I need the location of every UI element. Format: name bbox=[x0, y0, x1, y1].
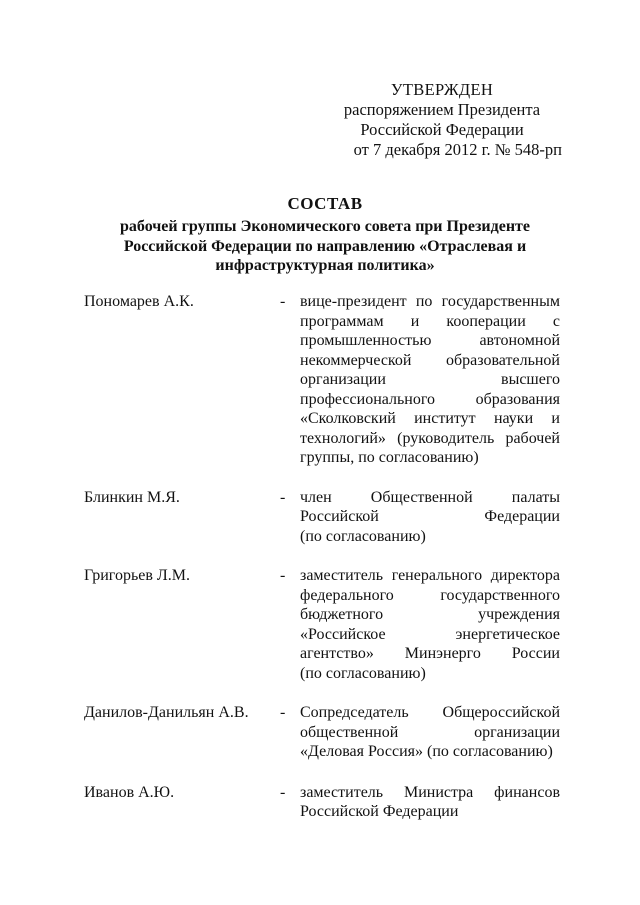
description-line: программам и кооперации с bbox=[300, 312, 560, 330]
member-entry bbox=[84, 566, 560, 683]
member-entry bbox=[84, 292, 560, 468]
approval-date: от 7 декабря 2012 г. № 548-рп bbox=[353, 140, 562, 159]
description-line: «Сколковский институт науки и bbox=[300, 410, 560, 427]
member-name: Иванов А.Ю. bbox=[84, 783, 175, 801]
description-line: Российской Федерации bbox=[300, 803, 459, 820]
description-line: «Деловая Россия» (по согласованию) bbox=[300, 743, 553, 760]
description-line: (по согласованию) bbox=[300, 527, 426, 545]
description-line: член Общественной палаты bbox=[300, 488, 560, 506]
description-line: профессионального образования bbox=[300, 390, 560, 408]
description-line: общественной организации bbox=[300, 723, 560, 741]
document-heading bbox=[90, 193, 560, 276]
member-name: Данилов-Данильян А.В. bbox=[84, 704, 249, 721]
description-line: технологий» (руководитель рабочей bbox=[300, 429, 560, 447]
member-dash: - bbox=[280, 704, 286, 721]
description-line: бюджетного учреждения bbox=[300, 606, 560, 623]
members-list bbox=[84, 292, 560, 822]
description-line: федерального государственного bbox=[300, 586, 560, 604]
description-line: группы, по согласованию) bbox=[300, 449, 479, 466]
member-name: Пономарев А.К. bbox=[84, 293, 194, 310]
description-line: Сопредседатель Общероссийской bbox=[300, 704, 560, 721]
approval-line-2: Российской Федерации bbox=[360, 120, 524, 139]
member-description bbox=[300, 292, 560, 468]
member-dash: - bbox=[280, 567, 286, 584]
approval-title: УТВЕРЖДЕН bbox=[390, 80, 494, 99]
member-description bbox=[300, 703, 560, 762]
description-line: некоммерческой образовательной bbox=[300, 351, 560, 369]
member-name: Григорьев Л.М. bbox=[84, 567, 190, 584]
approval-line-1: распоряжением Президента bbox=[343, 100, 541, 119]
member-entry bbox=[84, 488, 560, 547]
description-line: заместитель Министра финансов bbox=[300, 783, 560, 801]
member-name: Блинкин М.Я. bbox=[84, 488, 180, 506]
member-dash: - bbox=[280, 783, 286, 801]
member-description bbox=[300, 783, 560, 822]
description-line: Российской Федерации bbox=[300, 508, 560, 525]
member-description bbox=[300, 566, 560, 683]
member-entry bbox=[84, 703, 560, 762]
document-title: СОСТАВ bbox=[287, 194, 363, 213]
document-subtitle: рабочей группы Экономического совета при Президенте Российской Федерации по направлению «Отраслевая и инфраструктурная политика» bbox=[120, 218, 530, 274]
description-line: вице-президент по государственным bbox=[300, 293, 560, 310]
description-line: агентство» Минэнерго России bbox=[300, 645, 560, 662]
description-line: промышленностью автономной bbox=[300, 332, 560, 349]
description-line: «Российское энергетическое bbox=[300, 625, 560, 643]
member-dash: - bbox=[280, 293, 286, 310]
approval-stamp bbox=[322, 80, 562, 160]
description-line: заместитель генерального директора bbox=[300, 567, 560, 584]
member-entry bbox=[84, 783, 560, 822]
member-dash: - bbox=[280, 488, 286, 506]
description-line: организации высшего bbox=[300, 371, 560, 388]
description-line: (по согласованию) bbox=[300, 664, 426, 682]
member-description bbox=[300, 488, 560, 547]
